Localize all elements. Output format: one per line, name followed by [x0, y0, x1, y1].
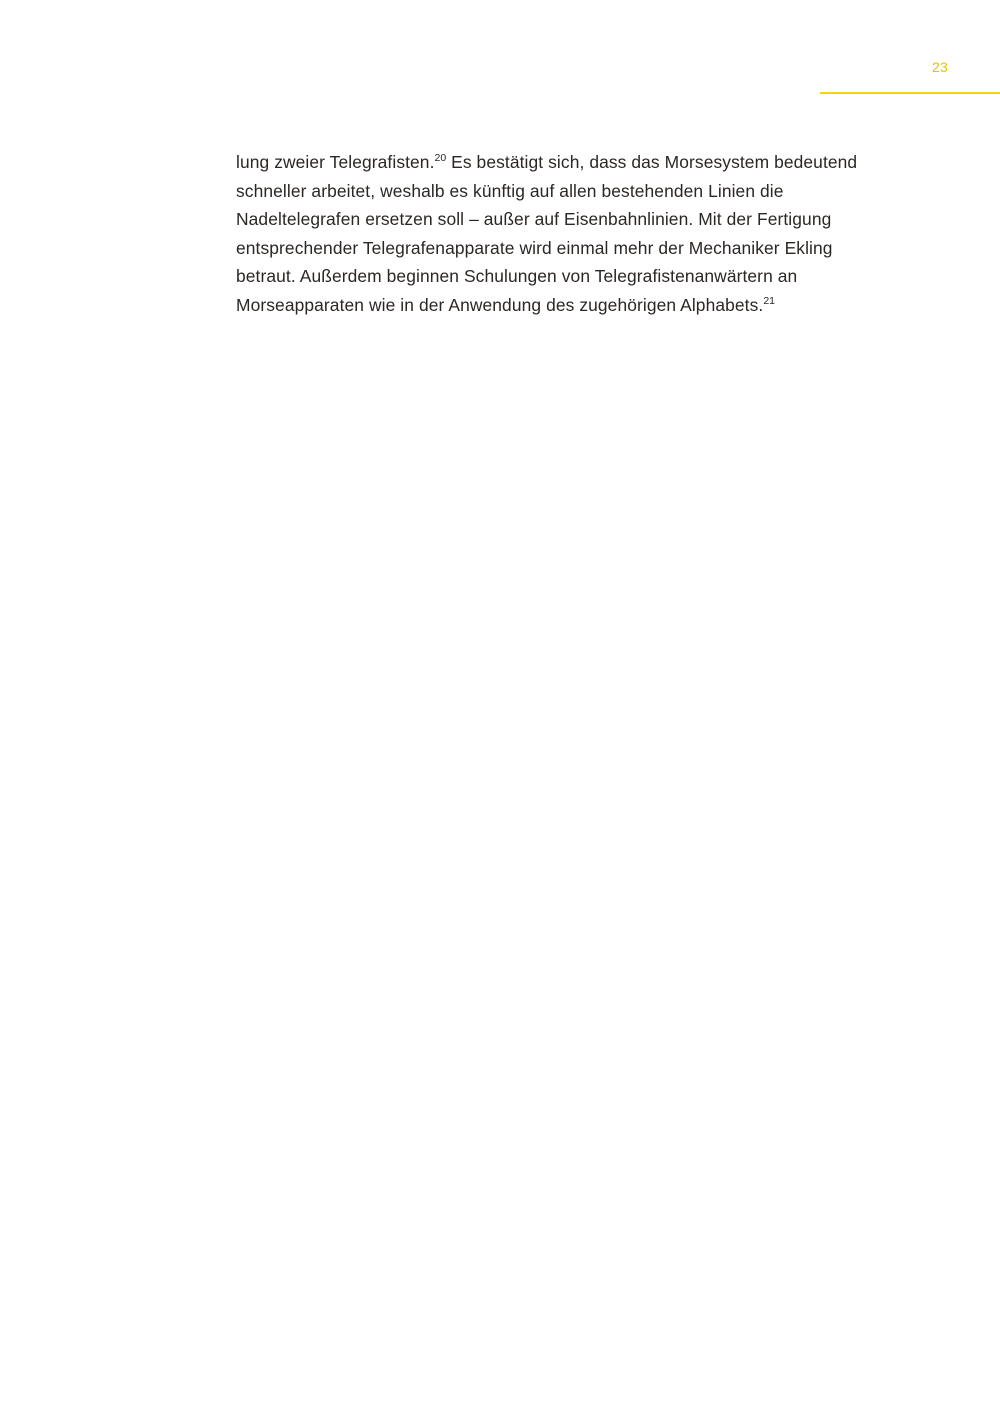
footnote-marker-20: 20	[434, 152, 447, 165]
header-rule	[820, 92, 1000, 94]
paragraph-text-rest: Es bestätigt sich, dass das Morsesystem bedeutend schneller arbeitet, weshalb es künftig auf allen bestehenden Linien die Nadeltelegrafen ersetzen soll – außer auf Eisenbahnlinien. Mit der Fertigung entsprechender Telegrafenapparate wird einmal mehr der Mechaniker Ekling betraut. Außerdem beginnen Schulungen von Telegrafistenanwärtern an Morseapparaten wie in der Anwendung des zugehörigen Alphabets.	[236, 152, 858, 315]
page-number: 23	[932, 59, 948, 75]
page-header	[820, 60, 1000, 94]
body-text-block	[236, 148, 884, 320]
footnote-marker-21: 21	[763, 295, 776, 308]
paragraph-text-start: lung zweier Telegrafisten.	[236, 152, 435, 172]
paragraph	[236, 148, 884, 320]
